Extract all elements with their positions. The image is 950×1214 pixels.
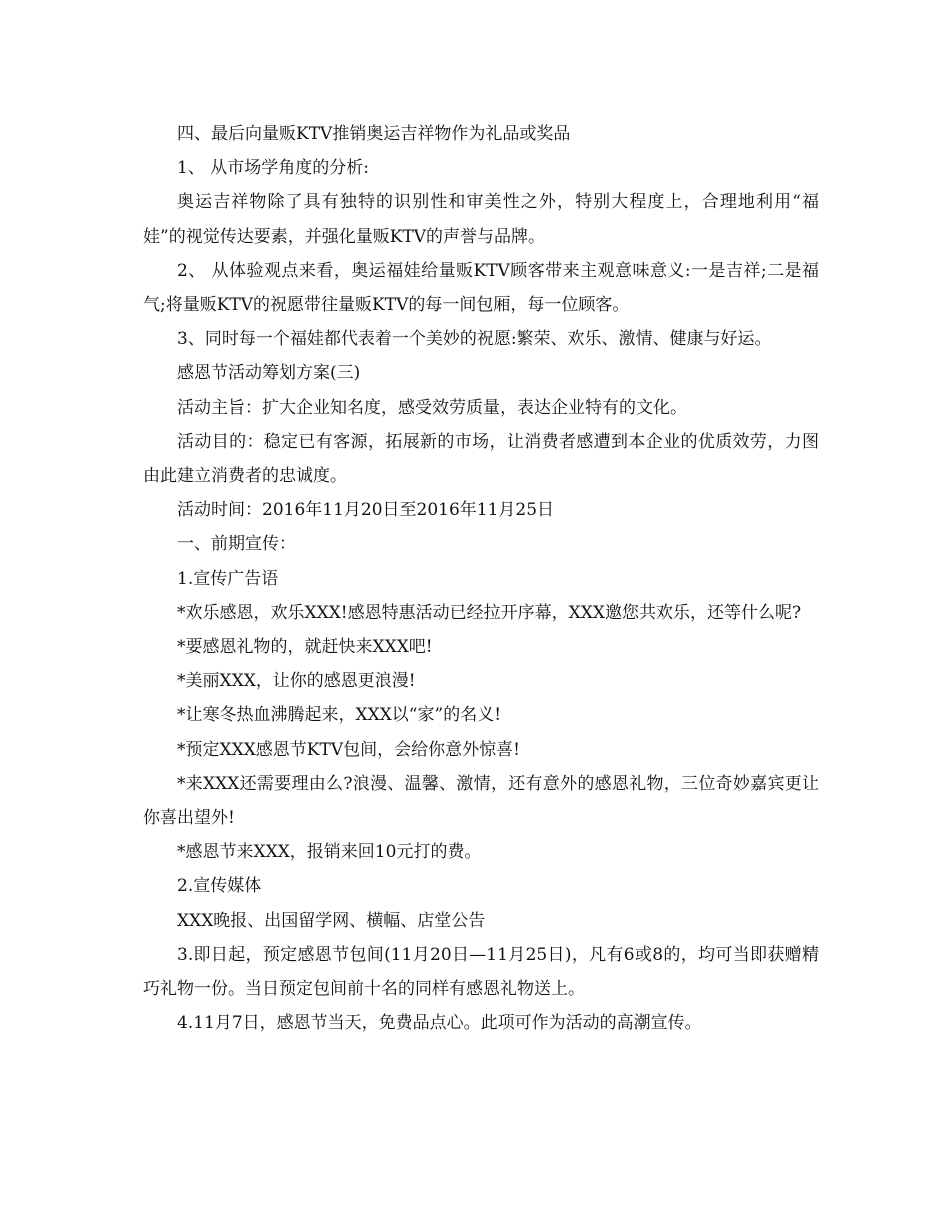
paragraph-pre-promotion: 一、前期宣传： [177, 534, 296, 555]
paragraph-booking-offer: 3.即日起，预定感恩节包间(11月20日—11月25日)，凡有6或8的，均可当即获赠精巧礼物一份。当日预定包间前十名的同样有感恩礼物送上。 [143, 944, 819, 1000]
paragraph-activity-time: 活动时间：2016年11月20日至2016年11月25日 [177, 500, 555, 521]
paragraph-slogan-7: *感恩节来XXX，报销来回10元打的费。 [177, 842, 482, 863]
paragraph-fuwa-wishes: 3、同时每一个福娃都代表着一个美妙的祝愿:繁荣、欢乐、激情、健康与好运。 [177, 329, 772, 350]
paragraph-media-list: XXX晚报、出国留学网、横幅、店堂公告 [177, 910, 486, 931]
paragraph-olympic-mascot-heading: 四、最后向量贩KTV推销奥运吉祥物作为礼品或奖品 [177, 124, 571, 144]
paragraph-mascot-recognition: 奥运吉祥物除了具有独特的识别性和审美性之外，特别大程度上，合理地利用“福娃”的视觉传达要素，并强化量贩KTV的声誉与品牌。 [143, 192, 819, 247]
paragraph-slogan-1: *欢乐感恩，欢乐XXX!感恩特惠活动已经拉开序幕，XXX邀您共欢乐，还等什么呢? [177, 602, 802, 623]
paragraph-activity-purpose: 活动目的：稳定已有客源，拓展新的市场，让消费者感遭到本企业的优质效劳，力图由此建立消费者的忠诚度。 [143, 431, 819, 487]
paragraph-activity-theme: 活动主旨：扩大企业知名度，感受效劳质量，表达企业特有的文化。 [177, 397, 687, 418]
paragraph-free-snacks: 4.11月7日，感恩节当天，免费品点心。此项可作为活动的高潮宣传。 [177, 1013, 702, 1034]
paragraph-marketing-analysis: 1、 从市场学角度的分析: [177, 158, 369, 179]
paragraph-experience-view: 2、 从体验观点来看，奥运福娃给量贩KTV顾客带来主观意味意义:一是吉祥;二是福气;将量贩KTV的祝愿带往量贩KTV的每一间包厢，每一位顾客。 [143, 260, 819, 316]
paragraph-slogan-3: *美丽XXX，让你的感恩更浪漫! [177, 671, 416, 692]
paragraph-slogan-2: *要感恩礼物的，就赶快来XXX吧! [177, 637, 433, 658]
paragraph-media-heading: 2.宣传媒体 [177, 876, 262, 897]
paragraph-slogan-5: *预定XXX感恩节KTV包间，会给你意外惊喜! [177, 739, 520, 760]
paragraph-slogan-4: *让寒冬热血沸腾起来，XXX以“家”的名义! [177, 705, 502, 726]
paragraph-slogan-heading: 1.宣传广告语 [177, 568, 279, 589]
document-body [143, 117, 819, 1040]
paragraph-slogan-6: *来XXX还需要理由么?浪漫、温馨、激情，还有意外的感恩礼物，三位奇妙嘉宾更让你喜出望外! [143, 773, 819, 829]
paragraph-plan-title: 感恩节活动筹划方案(三) [177, 363, 361, 384]
